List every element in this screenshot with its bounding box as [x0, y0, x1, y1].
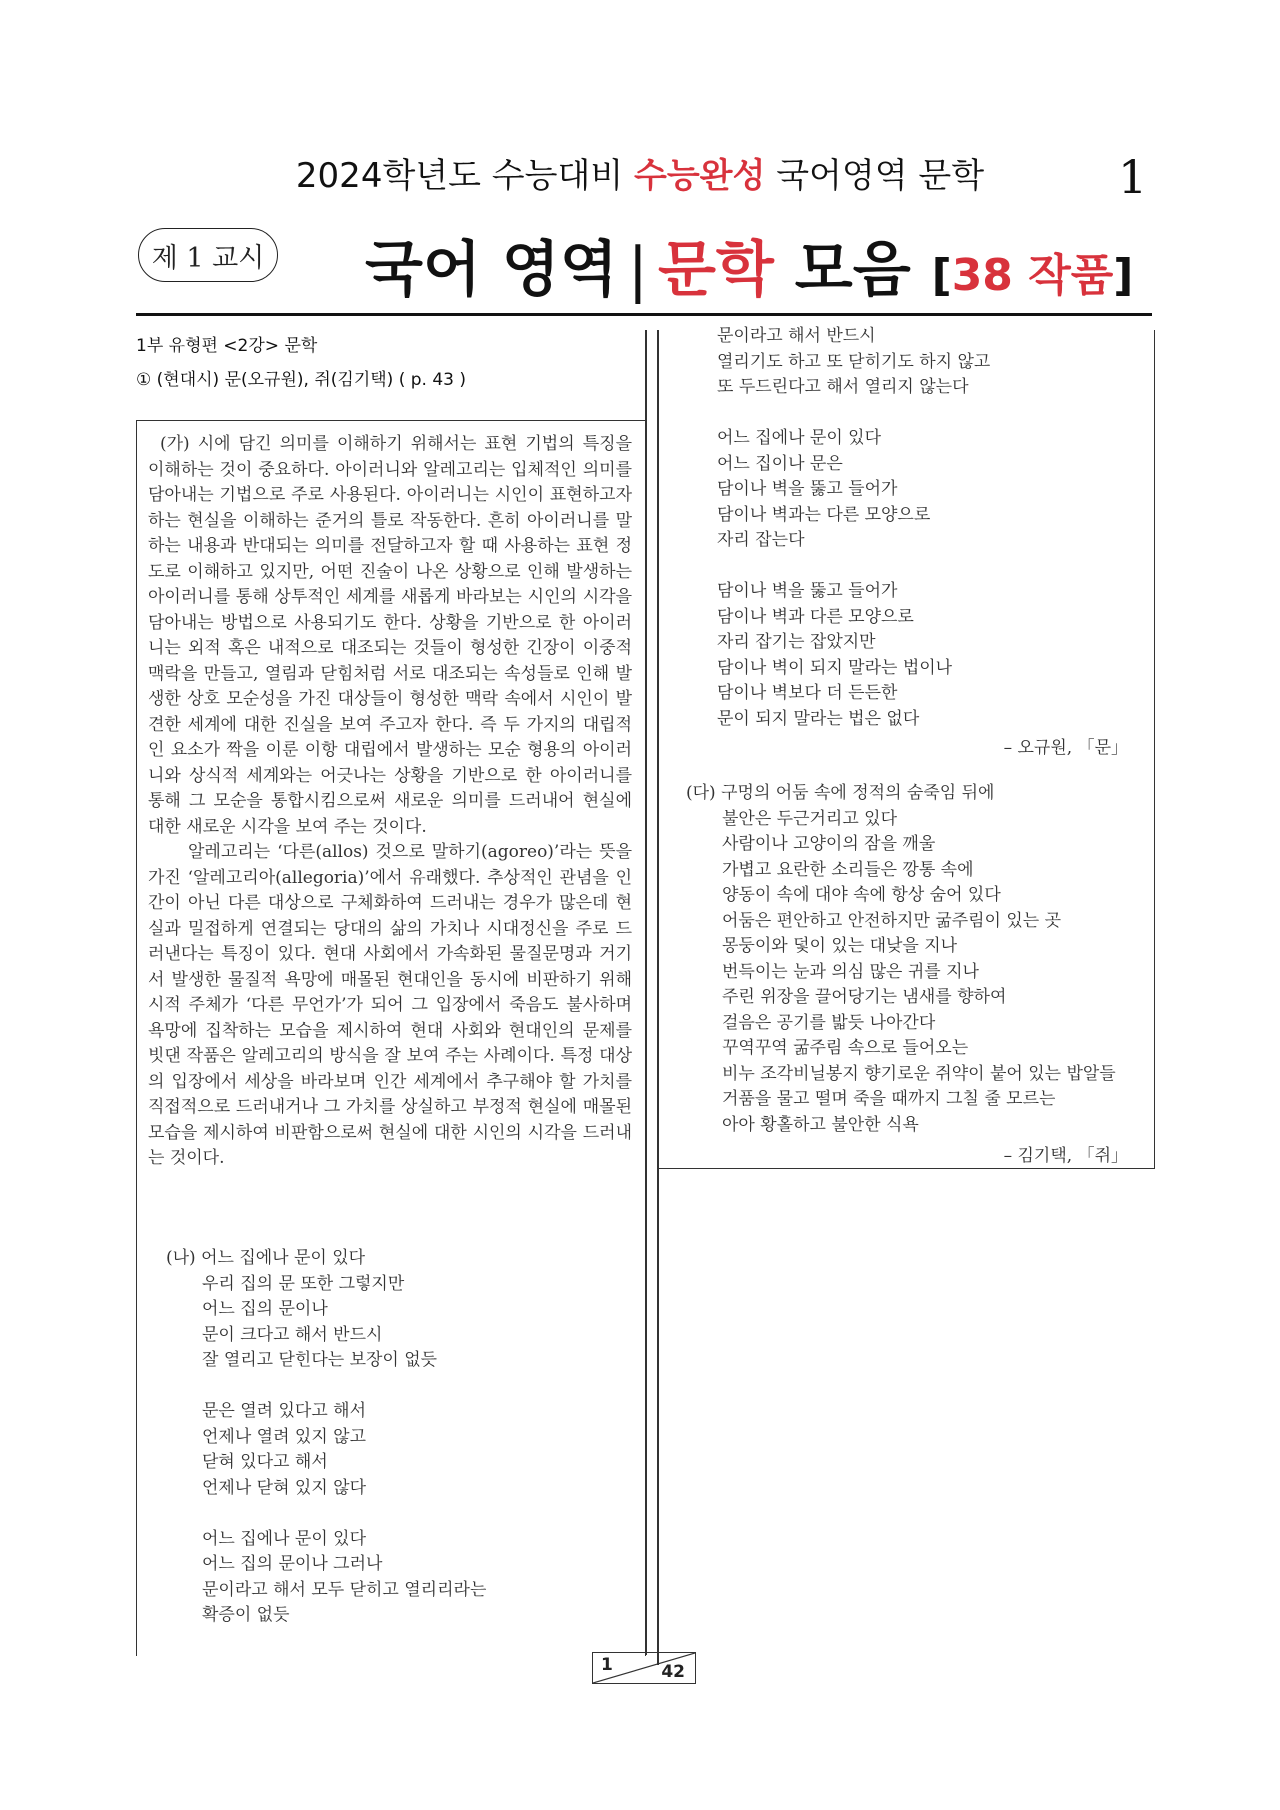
poem-label: (나) — [166, 1248, 196, 1268]
poem-line: 어느 집의 문이나 그러나 — [202, 1554, 383, 1574]
stanza-break — [717, 401, 1137, 427]
stanza-break — [166, 1501, 636, 1527]
header-rule — [136, 313, 1152, 316]
works-count: 38 작품 — [951, 250, 1114, 301]
page-current: 1 — [601, 1655, 613, 1675]
poem-line: 자리 잡는다 — [717, 530, 805, 550]
column-divider — [657, 330, 659, 1665]
attribution-jwi: – 김기택, 「쥐」 — [1003, 1146, 1128, 1166]
page-total: 42 — [661, 1662, 685, 1682]
title-suffix: 모음 — [794, 235, 911, 305]
poem-line: 우리 집의 문 또한 그렇지만 — [202, 1273, 405, 1294]
poem-line: 비누 조각비닐봉지 향기로운 쥐약이 붙어 있는 밥알들 — [722, 1063, 1116, 1084]
poem-line: 닫혀 있다고 해서 — [202, 1452, 328, 1472]
poem-line: 문은 열려 있다고 해서 — [202, 1401, 367, 1421]
poem-line: 걸음은 공기를 밟듯 나아간다 — [722, 1012, 936, 1033]
poem-line: 어느 집의 문이나 — [202, 1299, 328, 1319]
header-title — [0, 148, 1280, 197]
stanza-break — [717, 554, 1137, 580]
attribution-mun: – 오규원, 「문」 — [1003, 738, 1128, 758]
poem-line: 가볍고 요란한 소리들은 깡통 속에 — [722, 859, 974, 880]
header-suffix: 국어영역 문학 — [776, 156, 985, 196]
poem-line: 언제나 닫혀 있지 않다 — [202, 1477, 367, 1498]
stanza-break — [166, 1374, 636, 1400]
poem-line: (다) 구멍의 어둠 속에 정적의 숨죽임 뒤에 — [686, 783, 995, 803]
poem-line: 어둠은 편안하고 안전하지만 굶주림이 있는 곳 — [722, 910, 1062, 931]
essay-ga — [148, 432, 632, 1172]
passage-label: ① (현대시) 문(오규원), 쥐(김기택) ( p. 43 ) — [136, 370, 466, 390]
poem-line: 번득이는 눈과 의심 많은 귀를 지나 — [722, 961, 979, 982]
poem-line: 잘 열리고 닫힌다는 보장이 없듯 — [202, 1350, 438, 1370]
poem-line: 자리 잡기는 잡았지만 — [717, 632, 876, 652]
poem-line: 꾸역꾸역 굶주림 속으로 들어오는 — [722, 1038, 969, 1058]
poem-na-continued — [717, 324, 1137, 732]
main-title — [365, 222, 1133, 308]
poem-line: 확증이 없듯 — [202, 1605, 290, 1625]
poem-line: 문이 크다고 해서 반드시 — [202, 1324, 383, 1345]
poem-line: 열리기도 하고 또 닫히기도 하지 않고 — [717, 351, 991, 372]
works-bracket-open: [ — [931, 250, 952, 301]
period-label: 제 1 교시 — [151, 242, 265, 274]
poem-line: 아아 황홀하고 불안한 식욕 — [722, 1114, 919, 1135]
page-number: 1 — [1118, 150, 1148, 204]
poem-line: 담이나 벽보다 더 든든한 — [717, 683, 898, 703]
page-indicator — [592, 1652, 696, 1684]
poem-line: 담이나 벽과는 다른 모양으로 — [717, 504, 931, 525]
poem-line: 어느 집이나 문은 — [717, 453, 843, 474]
poem-line: 주린 위장을 끌어당기는 냄새를 향하여 — [722, 987, 1007, 1007]
poem-na — [166, 1246, 636, 1629]
poem-line: 불안은 두근거리고 있다 — [722, 808, 898, 829]
column-divider — [645, 330, 647, 1655]
poem-line: 문이라고 해서 반드시 — [717, 326, 876, 346]
works-bracket-close: ] — [1113, 250, 1134, 301]
header-prefix: 2024학년도 수능대비 — [295, 156, 624, 196]
works-count-badge — [932, 250, 1134, 301]
unit-label: 1부 유형편 <2강> 문학 — [136, 336, 318, 356]
title-divider: | — [627, 235, 648, 305]
essay-paragraph: 알레고리는 ‘다른(allos) 것으로 말하기(agoreo)’라는 뜻을 가진 ‘알레고리아(allegoria)’에서 유래했다. 추상적인 관념을 인간이 아닌 다른 대상으로 구체화하여 드러내는 경우가 많은데 현실과 밀접하게 연결되는 당대의 삶의 가치나 시대정신을 주로 드러낸다는 특징이 있다. 현대 사회에서 가속화된 물질문명과 거기서 발생한 물질적 욕망에 매몰된 현대인을 동시에 비판하기 위해 시적 주체가 ‘다른 무언가’가 되어 그 입장에서 죽음도 불사하며 욕망에 집착하는 모습을 제시하여 현대 사회와 현대인의 문제를 빗댄 작품은 알레고리의 방식을 잘 보여 주는 사례이다. 특정 대상의 입장에서 세상을 바라보며 인간 세계에서 추구해야 할 가치를 직접적으로 드러내거나 그 가치를 상실하고 부정적 현실에 매몰된 모습을 제시하여 비판함으로써 현실에 대한 시인의 시각을 드러내는 것이다. — [148, 842, 632, 1168]
poem-line: 또 두드린다고 해서 열리지 않는다 — [717, 377, 969, 397]
period-badge — [138, 228, 278, 282]
poem-line: 담이나 벽이 되지 말라는 법이나 — [717, 657, 953, 678]
poem-line: 담이나 벽을 뚫고 들어가 — [717, 479, 898, 499]
header-brand: 수능완성 — [633, 156, 766, 196]
poem-line: (나) 어느 집에나 문이 있다 — [166, 1248, 366, 1268]
poem-line: 문이 되지 말라는 법은 없다 — [717, 708, 920, 729]
part-label: 문학 — [657, 235, 774, 305]
poem-line: 사람이나 고양이의 잠을 깨울 — [722, 834, 936, 854]
essay-paragraph: (가) 시에 담긴 의미를 이해하기 위해서는 표현 기법의 특징을 이해하는 것이 중요하다. 아이러니와 알레고리는 입체적인 의미를 담아내는 기법으로 주로 사용된다. 아이러니는 시인이 표현하고자 하는 현실을 이해하는 준거의 틀로 작동한다. 흔히 아이러니를 말하는 내용과 반대되는 의미를 전달하고자 할 때 사용하는 표현 정도로 이해하고 있지만, 어떤 진술이 나온 상황으로 인해 발생하는 아이러니를 통해 상투적인 세계를 새롭게 바라보는 시인의 시각을 담아내는 방법으로 사용되기도 한다. 상황을 기반으로 한 아이러니는 외적 혹은 내적으로 대조되는 것들이 형성한 긴장이 이중적 맥락을 만들고, 열림과 닫힘처럼 서로 대조되는 속성들로 인해 발생한 상호 모순성을 가진 대상들이 형성한 맥락 속에서 시인이 발견한 세계에 대한 진실을 보여 주고자 한다. 즉 두 가지의 대립적인 요소가 짝을 이룬 이항 대립에서 발생하는 모순 형용의 아이러니와 상식적 세계와는 어긋나는 상황을 기반으로 한 아이러니를 통해 그 모순을 통합시킴으로써 새로운 의미를 드러내어 현실에 대한 새로운 시각을 보여 주는 것이다. — [148, 434, 632, 837]
poem-line: 몽둥이와 덫이 있는 대낮을 지나 — [722, 936, 958, 956]
poem-line: 담이나 벽과 다른 모양으로 — [717, 606, 914, 627]
poem-line: 양동이 속에 대야 속에 항상 숨어 있다 — [722, 885, 1001, 905]
poem-line: 담이나 벽을 뚫고 들어가 — [717, 581, 898, 601]
poem-line: 어느 집에나 문이 있다 — [202, 1528, 367, 1549]
subject-label: 국어 영역 — [365, 235, 618, 305]
poem-da — [686, 781, 1146, 1138]
poem-line: 문이라고 해서 모두 닫히고 열리리라는 — [202, 1579, 487, 1600]
poem-line: 거품을 물고 떨며 죽을 때까지 그칠 줄 모르는 — [722, 1089, 1056, 1109]
poem-line: 어느 집에나 문이 있다 — [717, 428, 882, 448]
poem-line: 언제나 열려 있지 않고 — [202, 1426, 367, 1447]
poem-label: (다) — [686, 783, 716, 803]
